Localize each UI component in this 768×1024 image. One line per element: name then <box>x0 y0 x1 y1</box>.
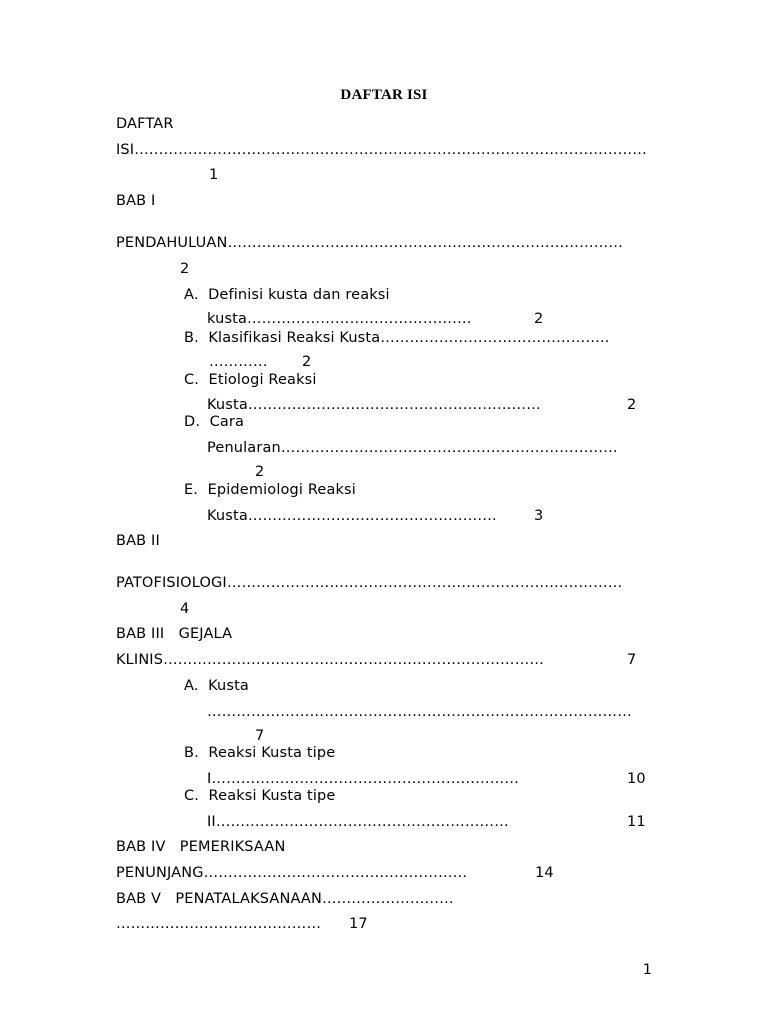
toc-page-number: 14 <box>535 865 554 881</box>
toc-page-number: 2 <box>302 354 312 370</box>
toc-line: C. Reaksi Kusta tipe <box>184 788 336 804</box>
toc-line: Kusta…………………………………………………… <box>207 397 541 413</box>
toc-line: BAB II <box>116 533 160 549</box>
toc-line: A. Kusta <box>184 678 249 694</box>
toc-page-number: 1 <box>209 167 219 183</box>
page-number: 1 <box>642 962 652 978</box>
toc-line: …………………………………… <box>116 916 322 932</box>
toc-line: KLINIS…………………………………………………………………… <box>116 652 544 668</box>
toc-line: B. Reaksi Kusta tipe <box>184 745 336 761</box>
toc-line: …………………………………………………………………………… <box>207 704 632 720</box>
toc-line: PATOFISIOLOGI……………………………………………………………………… <box>116 575 623 591</box>
toc-page-number: 10 <box>627 771 646 787</box>
toc-page-number: 7 <box>627 652 637 668</box>
toc-line: Kusta…………………………………………… <box>207 508 497 524</box>
toc-line: ………… <box>209 354 268 370</box>
toc-line: PENUNJANG……………………………………………… <box>116 865 468 881</box>
toc-page-number: 7 <box>255 728 265 744</box>
toc-line: DAFTAR <box>116 116 174 132</box>
toc-line: BAB IV PEMERIKSAAN <box>116 839 286 855</box>
toc-page-number: 4 <box>180 601 190 617</box>
toc-page-number: 2 <box>255 464 265 480</box>
document-title: DAFTAR ISI <box>340 87 428 103</box>
toc-line: kusta………………………………………. <box>207 311 472 327</box>
toc-line: B. Klasifikasi Reaksi Kusta……………………………………….. <box>184 330 610 346</box>
toc-line: BAB I <box>116 193 156 209</box>
toc-page-number: 3 <box>534 508 544 524</box>
toc-page-number: 2 <box>180 261 190 277</box>
toc-page-number: 17 <box>349 916 368 932</box>
toc-line: C. Etiologi Reaksi <box>184 372 317 388</box>
toc-page-number: 2 <box>534 311 544 327</box>
toc-line: D. Cara <box>184 414 245 430</box>
toc-page-number: 2 <box>627 397 637 413</box>
toc-page-number: 11 <box>627 814 646 830</box>
toc-line: ISI…………………………………………………………………………………………… <box>116 142 647 158</box>
toc-line: A. Definisi kusta dan reaksi <box>184 287 390 303</box>
toc-line: Penularan…………………………………………………………… <box>207 440 618 456</box>
toc-line: BAB V PENATALAKSANAAN……………………… <box>116 891 454 907</box>
toc-line: BAB III GEJALA <box>116 626 233 642</box>
toc-line: E. Epidemiologi Reaksi <box>184 482 356 498</box>
toc-line: II…………………………………………………… <box>207 814 509 830</box>
toc-line: I……………………………………………………… <box>207 771 520 787</box>
toc-line: PENDAHULUAN……………………………………………………………………… <box>116 235 624 251</box>
